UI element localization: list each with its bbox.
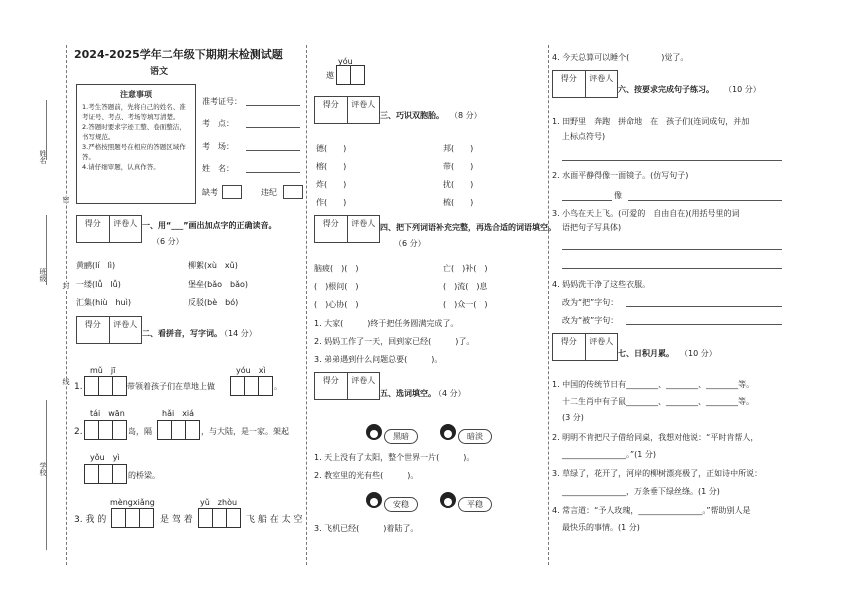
q4-points: （6 分） bbox=[394, 239, 426, 248]
q1-item: 汇集(hiù huì) bbox=[76, 298, 131, 307]
char-grid[interactable] bbox=[111, 508, 154, 528]
q2-s4-text: 遨 bbox=[326, 71, 334, 80]
q3-item: 作( ) bbox=[316, 198, 347, 207]
q2-s1-end: 。 bbox=[274, 382, 282, 391]
q2-s2-end: 的桥梁。 bbox=[128, 471, 160, 480]
q3-title: 三、巧识双胞胎。 bbox=[380, 111, 444, 120]
grader-cell: 评卷人 bbox=[589, 74, 614, 83]
q2-s2-text: 岛，隔 bbox=[128, 427, 152, 436]
q6-s2b: 像 bbox=[614, 191, 622, 200]
char-grid[interactable] bbox=[336, 65, 365, 85]
q6-s1b: 上标点符号) bbox=[562, 132, 606, 141]
child-face-icon bbox=[366, 424, 382, 440]
q7-line: (3 分) bbox=[562, 413, 584, 422]
q7-line: ________________。”(1 分) bbox=[562, 450, 657, 459]
q7-line: 3. 草绿了，花开了，河岸的柳树漂亮极了，正如诗中所说： bbox=[552, 469, 763, 478]
q6-s3: 3. 小鸟在天上飞。(可爱的 自由自在)(用括号里的词 bbox=[552, 209, 740, 218]
score-cell: 得分 bbox=[315, 97, 348, 123]
school-blank[interactable] bbox=[46, 400, 48, 550]
q6-s3b: 语把句子写具体) bbox=[562, 223, 622, 232]
child-face-icon bbox=[440, 424, 456, 440]
q1-item: 堡垒(bǎo bǎo) bbox=[188, 280, 248, 289]
q5-title: 五、选词填空。 bbox=[380, 389, 436, 398]
child-face-icon bbox=[440, 492, 456, 508]
subject-title: 语文 bbox=[150, 67, 169, 77]
q5-sentence: 4. 今天总算可以睡个( )觉了。 bbox=[552, 53, 689, 62]
pinyin: yóu xì bbox=[236, 366, 266, 375]
answer-line[interactable] bbox=[628, 200, 782, 201]
q3-item: 带( ) bbox=[443, 162, 474, 171]
q6-s1: 1. 田野里 奔跑 拼命地 在 孩子们(连词成句，并加 bbox=[552, 117, 750, 126]
exam-no-label: 准考证号： bbox=[202, 97, 242, 106]
answer-line[interactable] bbox=[626, 324, 782, 325]
q4-item: ( )根问( ) bbox=[314, 282, 359, 291]
absent-box[interactable] bbox=[222, 185, 242, 199]
q4-sentence: 3. 弟弟遇到什么问题总要( )。 bbox=[314, 355, 443, 364]
name-blank[interactable] bbox=[46, 100, 48, 160]
class-blank[interactable] bbox=[46, 215, 48, 285]
q5-sentence: 2. 教室里的光有些( )。 bbox=[314, 471, 419, 480]
binding-line bbox=[66, 45, 67, 565]
q7-line: 十二生肖中有子鼠________、________、________等。 bbox=[562, 397, 754, 406]
child-face-icon bbox=[366, 492, 382, 508]
q7-line: 1. 中国的传统节日有________、________、________等。 bbox=[552, 380, 755, 389]
char-grid[interactable] bbox=[230, 376, 273, 396]
q3-item: 扰( ) bbox=[443, 180, 474, 189]
absent-label: 缺考 bbox=[202, 188, 218, 197]
q6-s2: 2. 水面平静得像一面镜子。(仿写句子) bbox=[552, 171, 689, 180]
q4-item: 脑疲( )( ) bbox=[314, 264, 359, 273]
q3-item: 梳( ) bbox=[443, 198, 474, 207]
char-grid[interactable] bbox=[84, 464, 127, 484]
q2-s1-text: 带领着孩子们在草地上做 bbox=[127, 382, 215, 391]
q2-s3-text2: 是 驾 着 bbox=[160, 515, 193, 525]
q1-title: 一、用“___”画出加点字的正确读音。 bbox=[142, 221, 277, 230]
grader-cell: 评卷人 bbox=[351, 219, 376, 228]
q4-sentence: 2. 妈妈工作了一天，回到家已经( )了。 bbox=[314, 337, 475, 346]
score-cell: 得分 bbox=[77, 216, 110, 242]
q6-s4: 4. 妈妈洗干净了这些衣服。 bbox=[552, 280, 651, 289]
q2-s2-num: 2. bbox=[74, 427, 83, 437]
q6-points: （10 分） bbox=[724, 85, 761, 94]
q1-item: 一缕(lǚ lǚ) bbox=[76, 280, 121, 289]
q5-sentence: 1. 天上没有了太阳，整个世界一片( )。 bbox=[314, 453, 475, 462]
notice-item: 1.考生答题前，先将自己的姓名、准考证号、考点、考场等填写清楚。 bbox=[82, 103, 186, 121]
room-label: 考 场： bbox=[202, 142, 234, 151]
q2-points: （14 分） bbox=[220, 329, 257, 338]
site-field[interactable] bbox=[246, 127, 300, 128]
notice-item: 4.请仔细审题，认真作答。 bbox=[82, 163, 160, 171]
q7-line: 最快乐的事情。(1 分) bbox=[562, 523, 640, 532]
grader-cell: 评卷人 bbox=[113, 219, 138, 228]
q7-title: 七、日积月累。 bbox=[618, 349, 674, 358]
score-box-q3 bbox=[314, 96, 380, 124]
q7-points: （10 分） bbox=[680, 349, 717, 358]
name-field-label: 姓 名： bbox=[202, 164, 234, 173]
class-label: 班级 bbox=[39, 268, 47, 282]
q3-item: 德( ) bbox=[316, 144, 347, 153]
answer-line[interactable] bbox=[562, 200, 612, 201]
grader-cell: 评卷人 bbox=[113, 320, 138, 329]
q4-item: ( )心协( ) bbox=[314, 300, 359, 309]
char-grid[interactable] bbox=[157, 420, 200, 440]
answer-line[interactable] bbox=[562, 160, 782, 161]
pinyin: yǔ zhòu bbox=[200, 498, 238, 507]
score-cell: 得分 bbox=[77, 317, 110, 343]
q7-line: 2. 明明不肯把尺子借给同桌，我想对他说：“平时肯帮人， bbox=[552, 433, 759, 442]
q2-s1-num: 1. bbox=[74, 382, 83, 392]
score-cell: 得分 bbox=[553, 334, 586, 360]
q5-sentence: 3. 飞机已经( )着陆了。 bbox=[314, 524, 419, 533]
score-box-q6 bbox=[552, 70, 618, 98]
q3-item: 邦( ) bbox=[443, 144, 474, 153]
char-grid[interactable] bbox=[84, 420, 127, 440]
grader-cell: 评卷人 bbox=[589, 337, 614, 346]
q4-item: ( )众一( ) bbox=[443, 300, 488, 309]
q1-item: 反驳(bè bó) bbox=[188, 298, 239, 307]
pinyin: yǒu yì bbox=[90, 453, 120, 462]
site-label: 考 点： bbox=[202, 119, 234, 128]
char-grid[interactable] bbox=[84, 376, 127, 396]
page-title: 2024-2025学年二年级下期期末检测试题 bbox=[74, 48, 283, 61]
pinyin: mèngxiǎng bbox=[110, 498, 155, 507]
score-box-q2 bbox=[76, 316, 142, 344]
q6-s4b: 改为“被”字句： bbox=[562, 316, 619, 325]
room-field[interactable] bbox=[246, 150, 300, 151]
violation-box[interactable] bbox=[283, 185, 303, 199]
score-cell: 得分 bbox=[553, 71, 586, 97]
q2-s2-text2: ，与大陆，是一家。架起 bbox=[201, 427, 289, 436]
feng-mark: 封 bbox=[62, 282, 70, 289]
exam-no-field[interactable] bbox=[246, 105, 300, 106]
notice-item: 2.答题时要求字迹工整、卷面整洁，书写规范。 bbox=[82, 123, 186, 141]
name-field[interactable] bbox=[246, 172, 300, 173]
q6-title: 六、按要求完成句子练习。 bbox=[618, 85, 714, 94]
column-divider-2 bbox=[548, 45, 549, 565]
score-cell: 得分 bbox=[315, 373, 348, 399]
q2-s3-text: 3. 我 的 bbox=[74, 515, 107, 525]
school-label: 学校 bbox=[39, 462, 47, 476]
q1-item: 黄鹂(lí lì) bbox=[76, 261, 116, 270]
pinyin: yóu bbox=[338, 57, 353, 66]
notice-item: 3.严格按照题号在相应的答题区域作答。 bbox=[82, 143, 186, 161]
mi-mark: 密 bbox=[62, 196, 70, 203]
word-option: 暗淡 bbox=[458, 429, 492, 444]
q2-s3-text3: 飞 船 在 太 空 bbox=[246, 515, 303, 525]
q1-points: （6 分） bbox=[152, 237, 184, 246]
score-box-q4 bbox=[314, 215, 380, 243]
answer-line[interactable] bbox=[626, 306, 782, 307]
q3-item: 炸( ) bbox=[316, 180, 347, 189]
q2-title: 二、看拼音，写字词。 bbox=[142, 329, 222, 338]
q7-line: 4. 常言道：“予人玫瑰，________________。”帮助别人是 bbox=[552, 506, 751, 515]
q4-item: 亡( )补( ) bbox=[443, 264, 488, 273]
q4-title: 四、把下列词语补充完整，再选合适的词语填空。 bbox=[380, 223, 556, 232]
xian-mark: 线 bbox=[62, 378, 70, 385]
answer-line[interactable] bbox=[562, 249, 782, 250]
q6-s4a: 改为“把”字句： bbox=[562, 298, 619, 307]
grader-cell: 评卷人 bbox=[351, 100, 376, 109]
word-option: 平稳 bbox=[458, 497, 492, 512]
score-cell: 得分 bbox=[315, 216, 348, 242]
q3-item: 榕( ) bbox=[316, 162, 347, 171]
word-option: 安稳 bbox=[384, 497, 418, 512]
score-box-q1 bbox=[76, 215, 142, 243]
pinyin: mǔ jī bbox=[90, 366, 116, 375]
notice-title: 注意事项 bbox=[120, 90, 152, 99]
word-option: 黑暗 bbox=[384, 429, 418, 444]
notice-list bbox=[77, 100, 195, 174]
q4-item: ( )流( )息 bbox=[443, 282, 488, 291]
violation-label: 违纪 bbox=[261, 188, 277, 197]
char-grid[interactable] bbox=[198, 508, 241, 528]
q7-line: ________________，万条垂下绿丝绦。(1 分) bbox=[562, 487, 720, 496]
q1-item: 柳絮(xù xǔ) bbox=[188, 261, 238, 270]
q3-points: （8 分） bbox=[450, 111, 482, 120]
score-box-q7 bbox=[552, 333, 618, 361]
name-label: 姓名 bbox=[39, 150, 47, 164]
grader-cell: 评卷人 bbox=[351, 376, 376, 385]
answer-line[interactable] bbox=[562, 268, 782, 269]
notice-box bbox=[76, 84, 196, 204]
score-box-q5 bbox=[314, 372, 380, 400]
q4-sentence: 1. 大家( )终于把任务圆满完成了。 bbox=[314, 319, 459, 328]
pinyin: hǎi xiá bbox=[162, 409, 195, 418]
pinyin: tái wān bbox=[90, 409, 125, 418]
q5-points: （4 分） bbox=[434, 389, 466, 398]
column-divider-1 bbox=[306, 45, 307, 565]
